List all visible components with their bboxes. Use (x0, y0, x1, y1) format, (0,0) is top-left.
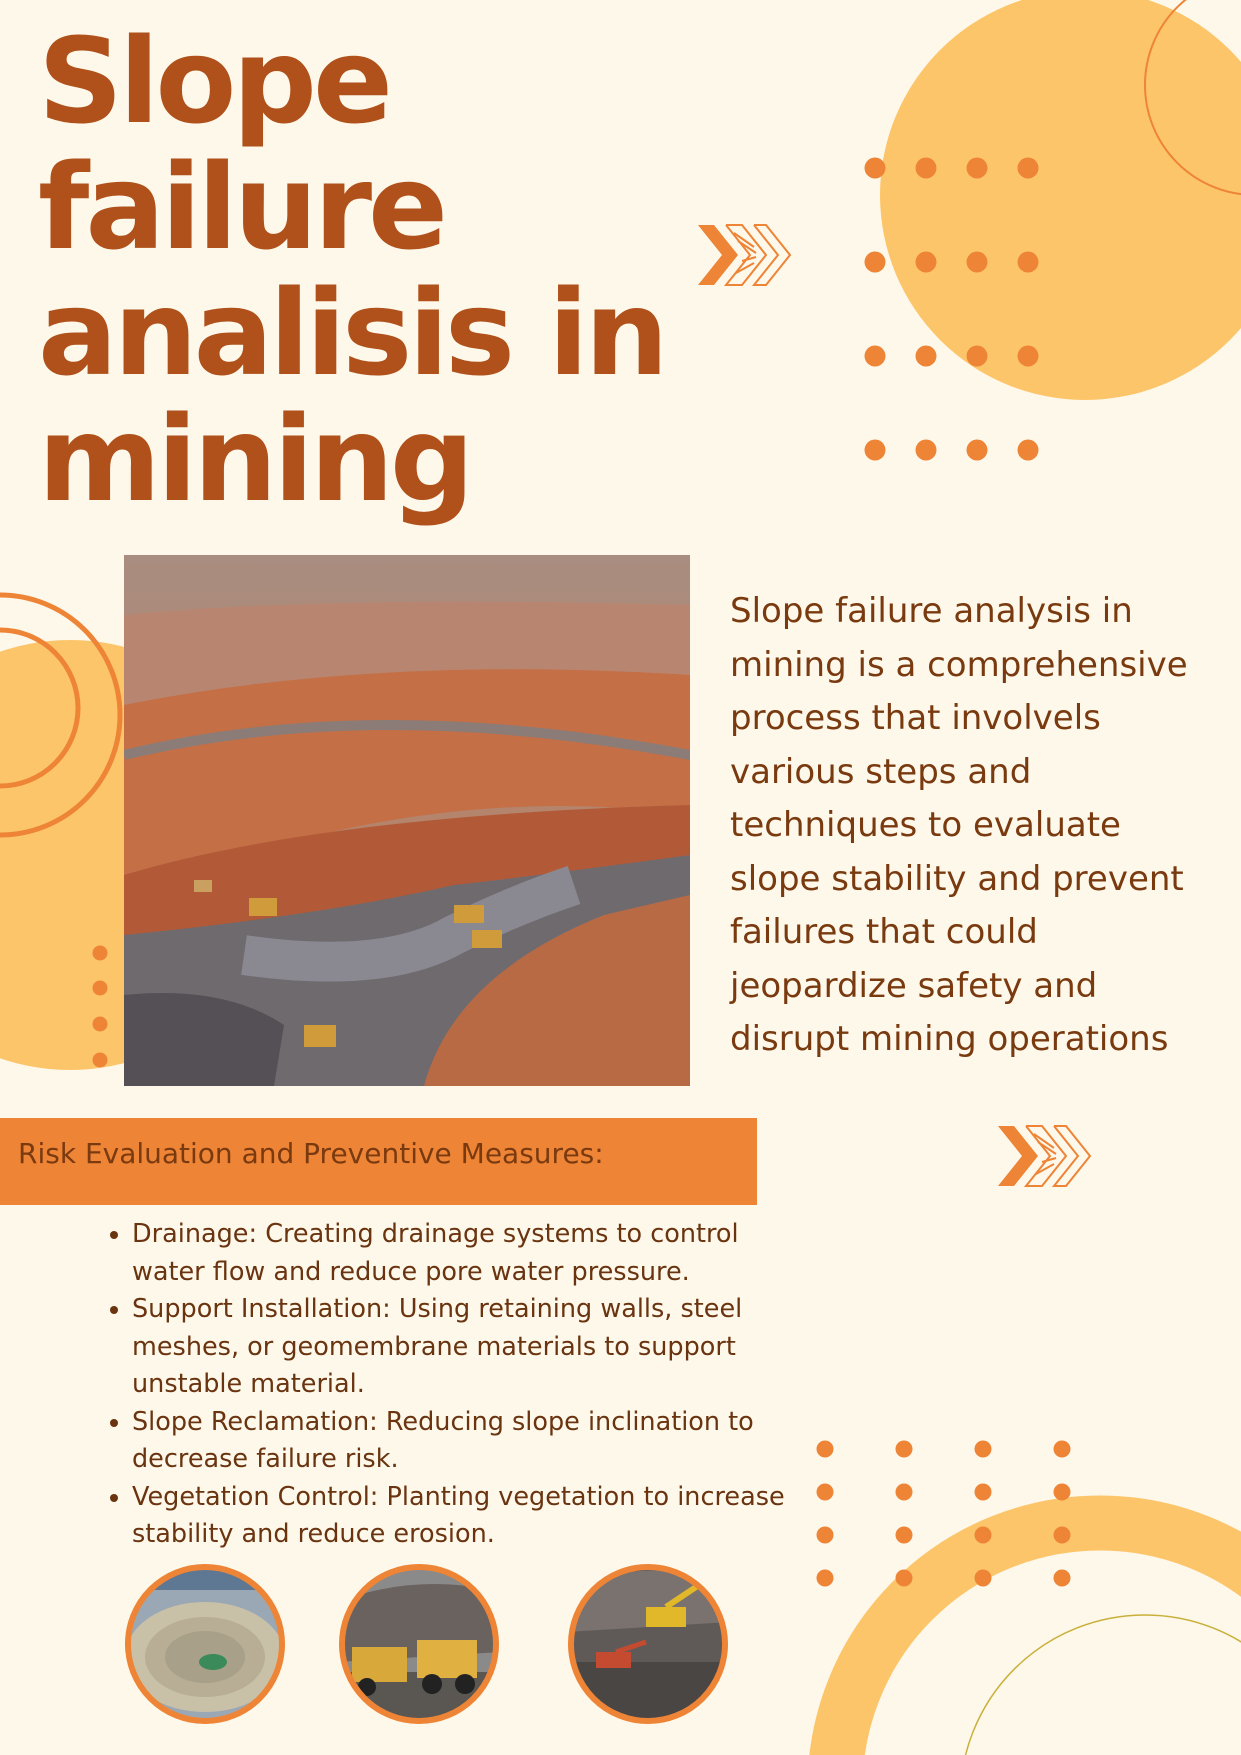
list-item: • Vegetation Control: Planting vegetation to increase stability and reduce erosion. (132, 1479, 792, 1554)
decor-dot (916, 346, 937, 367)
decor-dot (1054, 1527, 1071, 1544)
bottom-right-ring (835, 1523, 1241, 1755)
decor-dot (93, 946, 108, 961)
intro-paragraph: Slope failure analysis in mining is a comprehensive process that involvels various steps and techniques to evaluate slope stability and prevent failures that could jeopardize safety and disrupt mining operations (730, 591, 1188, 1059)
decor-dot (896, 1484, 913, 1501)
decor-dot (975, 1484, 992, 1501)
section-heading: Risk Evaluation and Preventive Measures: (18, 1137, 604, 1170)
decor-dot (967, 158, 988, 179)
decor-dot (1018, 440, 1039, 461)
decor-dot (93, 981, 108, 996)
decor-dot (1018, 346, 1039, 367)
decor-dot (1054, 1441, 1071, 1458)
decor-dot (916, 252, 937, 273)
decor-dot (967, 252, 988, 273)
list-item: • Drainage: Creating drainage systems to control water flow and reduce pore water pressure. (132, 1216, 792, 1291)
decor-dot (975, 1527, 992, 1544)
measures-list (102, 1216, 792, 1554)
decor-dot (865, 346, 886, 367)
title-line: mining (38, 390, 471, 528)
excavators-photo (566, 1562, 730, 1726)
chevron-arrows-icon (998, 1126, 1090, 1186)
decor-dot (967, 346, 988, 367)
list-item: • Support Installation: Using retaining walls, steel meshes, or geomembrane materials to support unstable material. (132, 1291, 792, 1404)
decor-dot (865, 158, 886, 179)
decor-dot (817, 1484, 834, 1501)
decor-dot (896, 1570, 913, 1587)
decor-dot (975, 1441, 992, 1458)
title-line: failure (38, 138, 445, 276)
page-title (38, 12, 738, 528)
decor-dot (896, 1441, 913, 1458)
decor-dot (93, 1017, 108, 1032)
mining-trucks-photo (337, 1562, 501, 1726)
decor-dot (865, 440, 886, 461)
decor-dot (1054, 1484, 1071, 1501)
decor-dot (916, 440, 937, 461)
top-right-circle (880, 0, 1241, 400)
open-pit-aerial-photo (123, 1562, 287, 1726)
bottom-right-thin-ring (960, 1615, 1241, 1755)
decor-dot (1054, 1570, 1071, 1587)
decor-dot (916, 158, 937, 179)
open-pit-mine-photo (124, 555, 690, 1086)
list-item: • Slope Reclamation: Reducing slope inclination to decrease failure risk. (132, 1404, 792, 1479)
decor-dot (1018, 252, 1039, 273)
title-line: analisis in (38, 264, 665, 402)
decor-dot (93, 1053, 108, 1068)
decor-dot (896, 1527, 913, 1544)
decor-dot (865, 252, 886, 273)
decor-dot (1018, 158, 1039, 179)
decor-dot (967, 440, 988, 461)
decor-dot (817, 1441, 834, 1458)
title-line: Slope (38, 12, 389, 150)
decor-dot (817, 1570, 834, 1587)
decor-dot (975, 1570, 992, 1587)
decor-dot (817, 1527, 834, 1544)
